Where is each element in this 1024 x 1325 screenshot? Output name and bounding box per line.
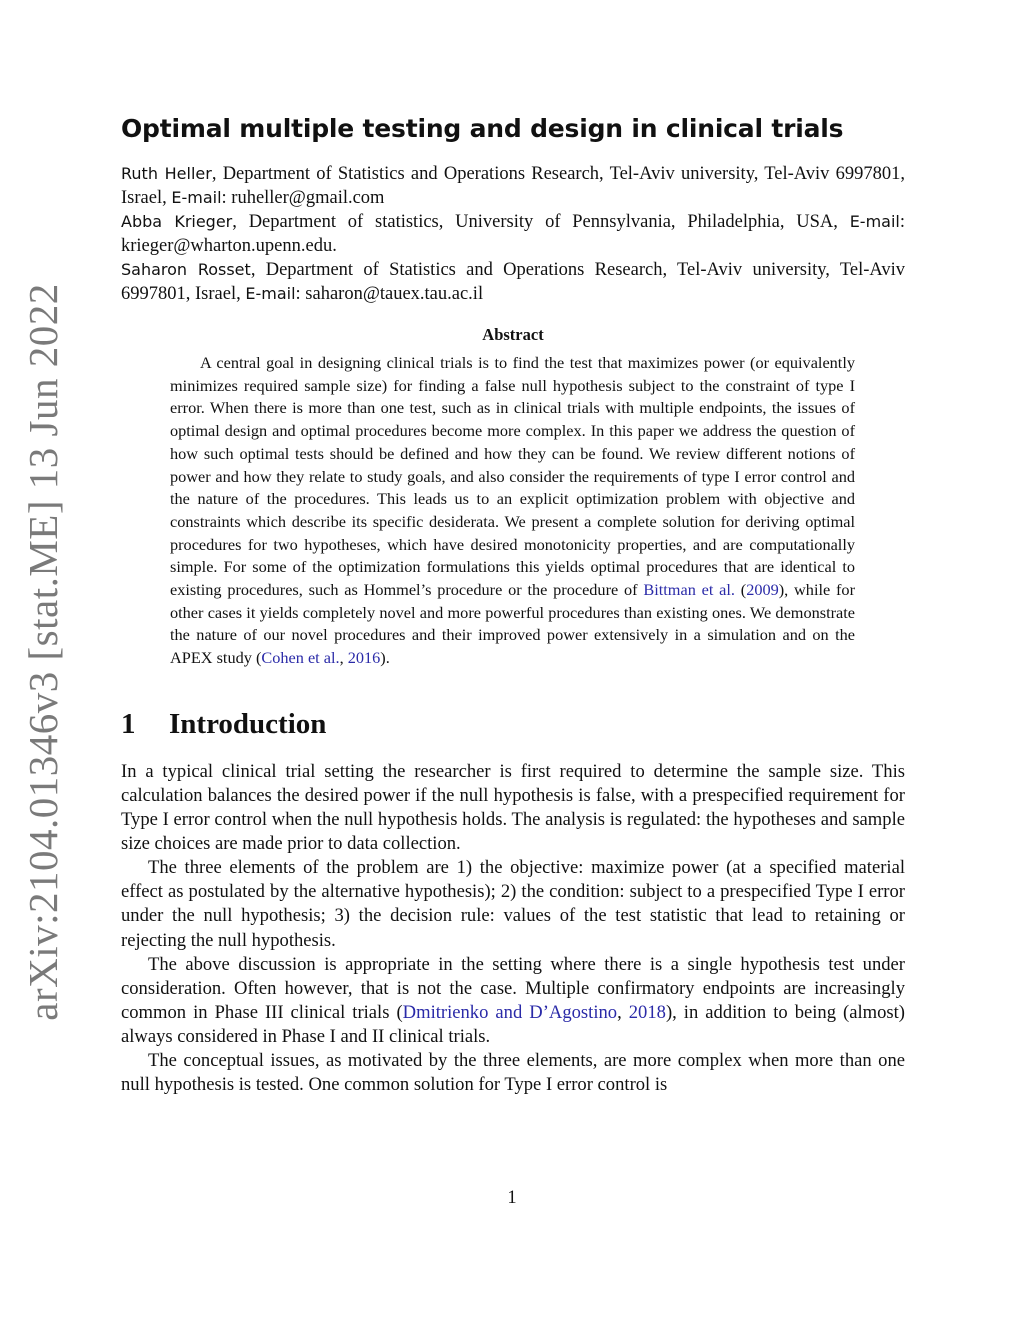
page-content [121, 112, 905, 1097]
author-affiliation: , Department of Statistics and Operations Research, Tel-Aviv university, Tel-Aviv 6997801, Israel, [121, 164, 906, 208]
citation-year-link[interactable]: 2018 [628, 1001, 666, 1023]
arxiv-identifier-stamp: arXiv:2104.01346v3 [stat.ME] 13 Jun 2022 [20, 283, 66, 1021]
email-label: E-mail [849, 212, 900, 231]
author-affiliation: , Department of Statistics and Operations Research, Tel-Aviv university, Tel-Aviv 6997801, Israel, [121, 260, 906, 304]
abstract-heading: Abstract [482, 325, 544, 344]
citation-year-link[interactable]: 2009 [746, 580, 779, 600]
author-email: : ruheller@gmail.com [221, 188, 385, 208]
section-heading [121, 704, 905, 744]
author-name: Saharon Rosset [121, 260, 251, 279]
page-number: 1 [507, 1188, 517, 1208]
email-label: E-mail [171, 188, 222, 207]
paper-title: Optimal multiple testing and design in clinical trials [121, 114, 844, 143]
author-block-3 [121, 258, 905, 306]
author-block-2 [121, 210, 905, 258]
citation-link[interactable]: Dmitrienko and D’Agostino [402, 1001, 618, 1023]
abstract-body: A central goal in designing clinical trials is to find the test that maximizes power (or equivalently minimizes required sample size) for finding a false null hypothesis subject to the constraint of type I error. When there is more than one test, such as in clinical trials with multiple endpoints, the issues of optimal design and optimal procedures become more complex. In this paper we address the question of how such optimal tests should be defined and how they can be found. We review different notions of power and how they relate to study goals, and also consider the requirements of type I error control and the nature of the procedures. This leads us to an explicit optimization problem with objective and constraints which describe its specific desiderata. We present a complete solution for deriving optimal procedures for two hypotheses, which have desired monotonicity properties, and are computationally simple. For some of the optimization formulations this yields optimal procedures that are identical to existing procedures, such as Hommel’s procedure or the procedure of Bittman et al. (2009), while for other cases it yields completely novel and more powerful procedures than existing ones. We demonstrate the nature of our novel procedures and their improved power extensively in a simulation and on the APEX study (Cohen et al., 2016). [170, 353, 855, 668]
author-affiliation: , Department of statistics, University of Pennsylvania, Philadelphia, USA, [232, 212, 850, 232]
citation-link[interactable]: Bittman et al. [643, 580, 735, 600]
author-email: : saharon@tauex.tau.ac.il [295, 284, 484, 304]
author-email: : krieger@wharton.upenn.edu. [121, 212, 905, 256]
paragraph-1: In a typical clinical trial setting the researcher is first required to determine the sample size. This calculation balances the desired power if the null hypothesis is false, with a prespecified requirement for Type I error control when the null hypothesis holds. The analysis is regulated: the hypotheses and sample size choices are made prior to data collection. [121, 760, 905, 855]
author-name: Abba Krieger [121, 212, 233, 231]
citation-link[interactable]: Cohen et al. [261, 648, 340, 668]
author-block-1 [121, 162, 905, 210]
paragraph-4: The conceptual issues, as motivated by the three elements, are more complex when more than one null hypothesis is tested. One common solution for Type I error control is [121, 1049, 905, 1096]
author-name: Ruth Heller [121, 164, 212, 183]
paragraph-2: The three elements of the problem are 1) the objective: maximize power (at a specified material effect as postulated by the alternative hypothesis); 2) the condition: subject to a prespecified Type I error under the null hypothesis; 3) the decision rule: values of the test statistic that lead to retaining or rejecting the null hypothesis. [121, 857, 905, 951]
section-number: 1 [121, 707, 136, 740]
email-label: E-mail [245, 284, 296, 303]
paragraph-3: The above discussion is appropriate in the setting where there is a single hypothesis test under consideration. Often however, that is not the case. Multiple confirmatory endpoints are increasingly common in Phase III clinical trials (Dmitrienko and D’Agostino, 2018), in addition to being (almost) always considered in Phase I and II clinical trials. [121, 953, 905, 1047]
section-title: Introduction [169, 707, 327, 740]
citation-year-link[interactable]: 2016 [347, 648, 381, 668]
